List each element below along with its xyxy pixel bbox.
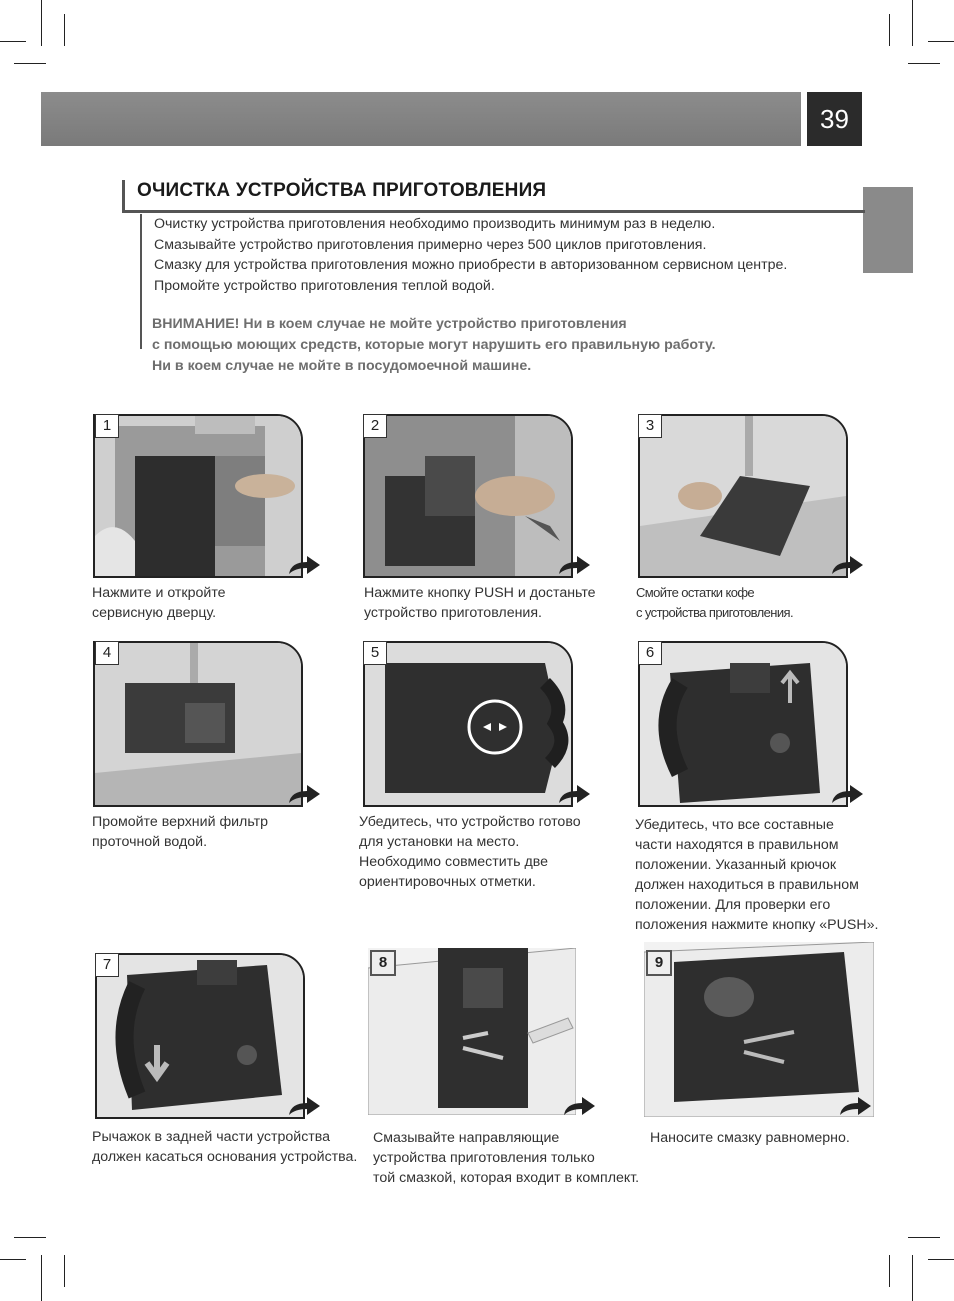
caption-line: Промойте верхний фильтр [92,814,268,830]
crop-mark [928,41,954,42]
step-number: 1 [95,414,119,438]
next-arrow-icon [557,554,591,576]
caption-line: для установки на место. [359,834,520,850]
next-arrow-icon [287,1095,321,1117]
crop-mark [64,14,65,46]
caption-line: Смойте остатки кофе [636,585,755,600]
crop-mark [14,63,46,64]
caption-line: той смазкой, которая входит в комплект. [373,1170,640,1186]
step-number: 8 [370,950,396,976]
caption-line: с устройства приготовления. [636,605,793,620]
crop-mark [64,1255,65,1287]
step-8-photo [368,948,576,1115]
caption-line: Смазывайте направляющие [373,1130,560,1146]
step-caption [650,1128,850,1148]
alignment-marks-illustration [365,643,571,805]
intro-line: Очистку устройства приготовления необходимо производить минимум раз в неделю. [154,216,716,232]
page-number: 39 [807,92,862,146]
step-7-photo [95,953,305,1119]
next-arrow-icon [830,783,864,805]
caption-line: должен касаться основания устройства. [92,1149,358,1165]
caption-line: Нажмите и откройте [92,585,226,601]
caption-line: Рычажок в задней части устройства [92,1129,331,1145]
step-number: 2 [363,414,387,438]
caption-line: Необходимо совместить две [359,854,549,870]
intro-line: Промойте устройство приготовления теплой водой. [154,277,495,294]
caption-line: Убедитесь, что устройство готово [359,814,581,830]
next-arrow-icon [287,783,321,805]
step-number: 4 [95,641,119,665]
step-number: 7 [95,953,119,977]
step-caption [359,812,581,892]
warning-line: Ни в коем случае не мойте в посудомоечной машине. [152,358,532,374]
crop-mark [912,1255,913,1301]
side-tab [863,187,913,273]
caption-line: сервисную дверцу. [92,605,217,621]
section-title: ОЧИСТКА УСТРОЙСТВА ПРИГОТОВЛЕНИЯ [137,180,547,201]
caption-line: Наносите смазку равномерно. [650,1130,850,1146]
hook-position-illustration [640,643,846,805]
caption-line: положении. Для проверки его [635,897,831,913]
next-arrow-icon [287,554,321,576]
crop-mark [908,1237,940,1238]
caption-line: Нажмите кнопку PUSH и достаньте [364,585,596,601]
intro-line: Смазку для устройства приготовления можно приобрести в авторизованном сервисном центре. [154,257,788,273]
lever-position-illustration [97,955,303,1117]
step-3-photo [638,414,848,578]
step-6-photo [638,641,848,807]
crop-mark [889,14,890,46]
step-caption [364,583,596,623]
next-arrow-icon [557,783,591,805]
step-number: 9 [646,950,672,976]
crop-mark [0,41,26,42]
intro-line: Смазывайте устройство приготовления примерно через 500 циклов приготовления. [154,236,707,253]
caption-line: устройства приготовления только [373,1150,595,1166]
step-5-photo [363,641,573,807]
even-lubrication-illustration [644,942,874,1117]
next-arrow-icon [838,1095,872,1117]
warning-block [152,314,852,377]
header-bar [41,92,801,146]
step-caption [92,812,268,852]
step-2-photo [363,414,573,578]
crop-mark [908,63,940,64]
step-number: 6 [638,641,662,665]
rinsing-filter-illustration [95,643,301,805]
warning-line: с помощью моющих средств, которые могут нарушить его правильную работу. [152,337,716,353]
step-number: 3 [638,414,662,438]
caption-line: положении. Указанный крючок [635,857,837,873]
step-caption [92,583,226,623]
step-4-photo [93,641,303,807]
caption-line: части находятся в правильном [635,837,839,853]
step-1-photo [93,414,303,578]
step-number: 5 [363,641,387,665]
crop-mark [928,1259,954,1260]
section-heading [122,180,865,213]
washing-under-tap-illustration [640,416,846,576]
crop-mark [912,0,913,46]
warning-line: ВНИМАНИЕ! Ни в коем случае не мойте устройство приготовления [152,316,627,332]
caption-line: должен находиться в правильном [635,877,859,893]
crop-mark [14,1237,46,1238]
step-9-photo [644,942,874,1117]
caption-line: Убедитесь, что все составные [635,817,834,833]
next-arrow-icon [562,1095,596,1117]
crop-mark [889,1255,890,1287]
caption-line: ориентировочных отметки. [359,874,536,890]
next-arrow-icon [830,554,864,576]
brew-group-removal-illustration [365,416,571,576]
caption-line: положения нажмите кнопку «PUSH». [635,917,879,933]
lubricating-guides-illustration [368,948,576,1115]
caption-line: устройство приготовления. [364,605,542,621]
crop-mark [41,0,42,46]
coffee-machine-door-illustration [95,416,301,576]
crop-mark [41,1255,42,1301]
step-caption [636,583,793,623]
crop-mark [0,1259,26,1260]
step-caption [373,1128,639,1188]
caption-line: проточной водой. [92,834,208,850]
step-caption [92,1127,357,1167]
step-caption [635,815,878,935]
